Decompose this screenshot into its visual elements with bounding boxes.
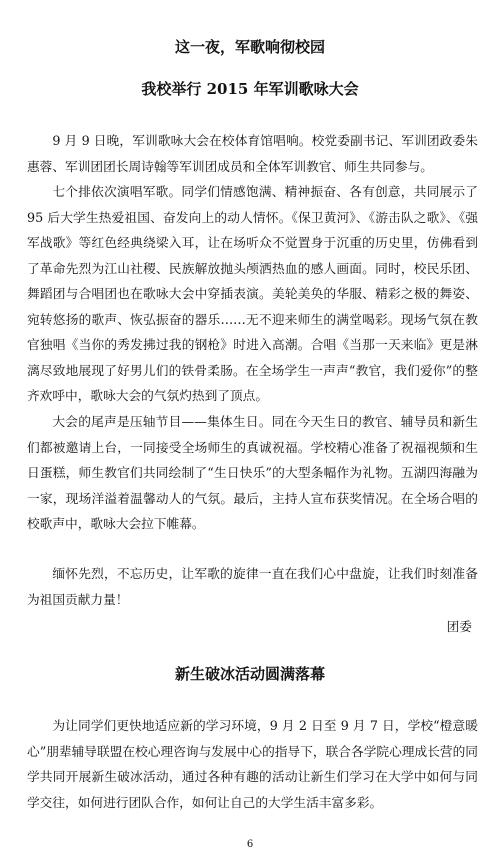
article-paragraph: 七个排依次演唱军歌。同学们情感饱满、精神振奋、各有创意，共同展示了 95 后大学生热爱祖国、奋发向上的动人情怀。《保卫黄河》、《游击队之歌》、《强军战歌》等红色经典绕梁入耳，让在场听众不觉置身于沉重的历史里，仿佛看到了革命先烈为江山社稷、民族解放抛头颅洒热血的感人画面。同时，校民乐团、舞蹈团与合唱团也在歌咏大会中穿插表演。美轮美奂的华服、精彩之极的舞姿、宛转悠扬的歌声、恢弘振奋的器乐……无不迎来师生的满堂喝彩。现场气氛在教官独唱《当你的秀发拂过我的钢枪》时进入高潮。合唱《当那一天来临》更是淋漓尽致地展现了好男儿们的铁骨柔肠。在全场学生一声声“教官，我们爱你”的整齐欢呼中，歌咏大会的气氛灼热到了顶点。 [27,184,478,403]
article-subtitle: 我校举行 2015 年军训歌咏大会 [141,80,359,98]
article-paragraph: 大会的尾声是压轴节目——集体生日。同在今天生日的教官、辅导员和新生们都被邀请上台，一同接受全场师生的真诚祝福。学校精心准备了祝福视频和生日蛋糕，师生教官们共同绘制了“生日快乐”的大型条幅作为礼物。五湖四海融为一家，现场洋溢着温馨动人的气氛。最后，主持人宣布获奖情况。在全场合唱的校歌声中，歌咏大会拉下帷幕。 [27,414,478,531]
article-paragraph: 缅怀先烈，不忘历史，让军歌的旋律一直在我们心中盘旋，让我们时刻准备为祖国贡献力量！ [27,566,478,607]
article-paragraph: 9 月 9 日晚，军训歌咏大会在校体育馆唱响。校党委副书记、军训团政委朱惠蓉、军训团团长周诗翰等军训团成员和全体军训教官、师生共同参与。 [27,133,478,174]
article-signature: 团委 [446,619,472,634]
page-number: 6 [246,839,254,850]
article-title: 这一夜，军歌响彻校园 [174,38,325,56]
article-title: 新生破冰活动圆满落幕 [174,665,325,683]
article-paragraph: 为让同学们更快地适应新的学习环境，9 月 2 日至 9 月 7 日，学校“橙意暖心”朋辈辅导联盟在校心理咨询与发展中心的指导下，联合各学院心理成长营的同学共同开展新生破冰活动，通过各种有趣的活动让新生们学习在大学中如何与同学交往，如何进行团队合作，如何让自己的大学生活丰富多彩。 [27,718,478,810]
